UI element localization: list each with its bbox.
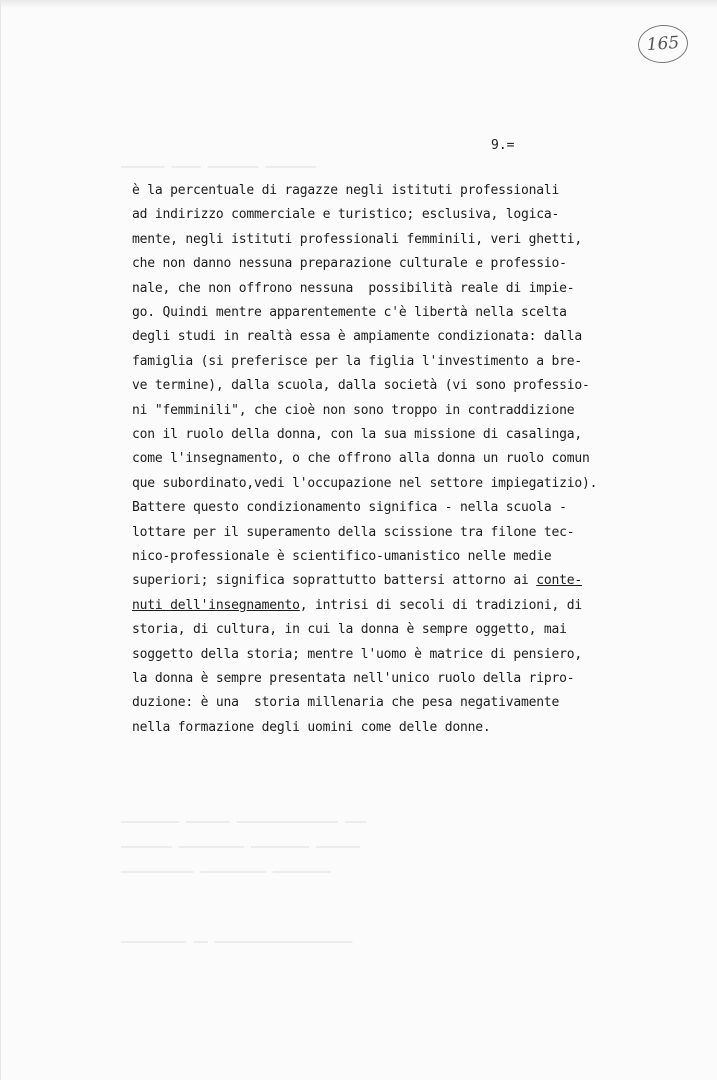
text-line: que subordinato,vedi l'occupazione nel settore impiegatizio). [132,475,598,491]
text-line: go. Quindi mentre apparentemente c'è libertà nella scelta [132,305,567,320]
text-line: storia, di cultura, in cui la donna è sempre oggetto, mai [132,622,567,638]
text-line: superiori; significa soprattutto battersi attorno ai conte- [132,573,582,589]
text-line: ad indirizzo commerciale e turistico; esclusiva, logica- [132,207,560,223]
archive-number-stamp: 165 [637,23,690,64]
underlined-phrase: nuti dell'insegnamento [132,597,300,613]
text-line: nella formazione degli uomini come delle donne. [132,719,491,735]
text-line: degli studi in realtà essa è ampiamente condizionata: dalla [132,329,582,345]
bleed-through-mark: ━━━━━━━━ ━━━━━━ ━━━━━━━━━━━━━━ ━━━ [121,815,367,829]
text-line: nuti dell'insegnamento, intrisi di secoli di tradizioni, di [132,597,582,613]
text-line: lottare per il superamento della scissione tra filone tec- [132,524,575,540]
text-line: con il ruolo della donna, con la sua missione di casalinga, [132,427,582,442]
text-line: famiglia (si preferisce per la figlia l'investimento a bre- [132,353,582,369]
text-line: nale, che non offrono nessuna possibilità reale di impie- [132,280,575,296]
bleed-through-mark: ━━━━━━━ ━━━━━━━━━ ━━━━━━━━ ━━━━━━ [121,840,360,854]
underlined-phrase: conte- [536,573,582,589]
text-line: la donna è sempre presentata nell'unico ruolo della ripro- [132,671,575,686]
text-line: mente, negli istituti professionali femminili, veri ghetti, [132,231,582,247]
text-line: nico-professionale è scientifico-umanistico nelle medie [132,549,552,564]
bleed-through-mark: ━━━━━━ ━━━━ ━━━━━━━ ━━━━━━━ [121,160,317,174]
bleed-through-mark: ━━━━━━━━━ ━━ ━━━━━━━━━━━━━━━━━━━ [121,935,353,949]
text-line: ni "femminili", che cioè non sono troppo in contraddizione [132,402,575,418]
text-line: che non danno nessuna preparazione culturale e professio- [132,256,567,272]
text-line: soggetto della storia; mentre l'uomo è matrice di pensiero, [132,646,582,662]
text-line: Battere questo condizionamento significa - nella scuola - [132,500,567,516]
text-line: duzione: è una storia millenaria che pesa negativamente [132,695,560,711]
text-line: come l'insegnamento, o che offrono alla donna un ruolo comun [132,451,590,467]
text-line: è la percentuale di ragazze negli istituti professionali [132,183,560,198]
page-top-edge [1,0,717,8]
text-line: ve termine), dalla scuola, dalla società (vi sono professio- [132,378,590,394]
page-number: 9.= [491,138,515,153]
bleed-through-mark: ━━━━━━━━━━ ━━━━━━━━━ ━━━━━━━━ [121,865,331,879]
